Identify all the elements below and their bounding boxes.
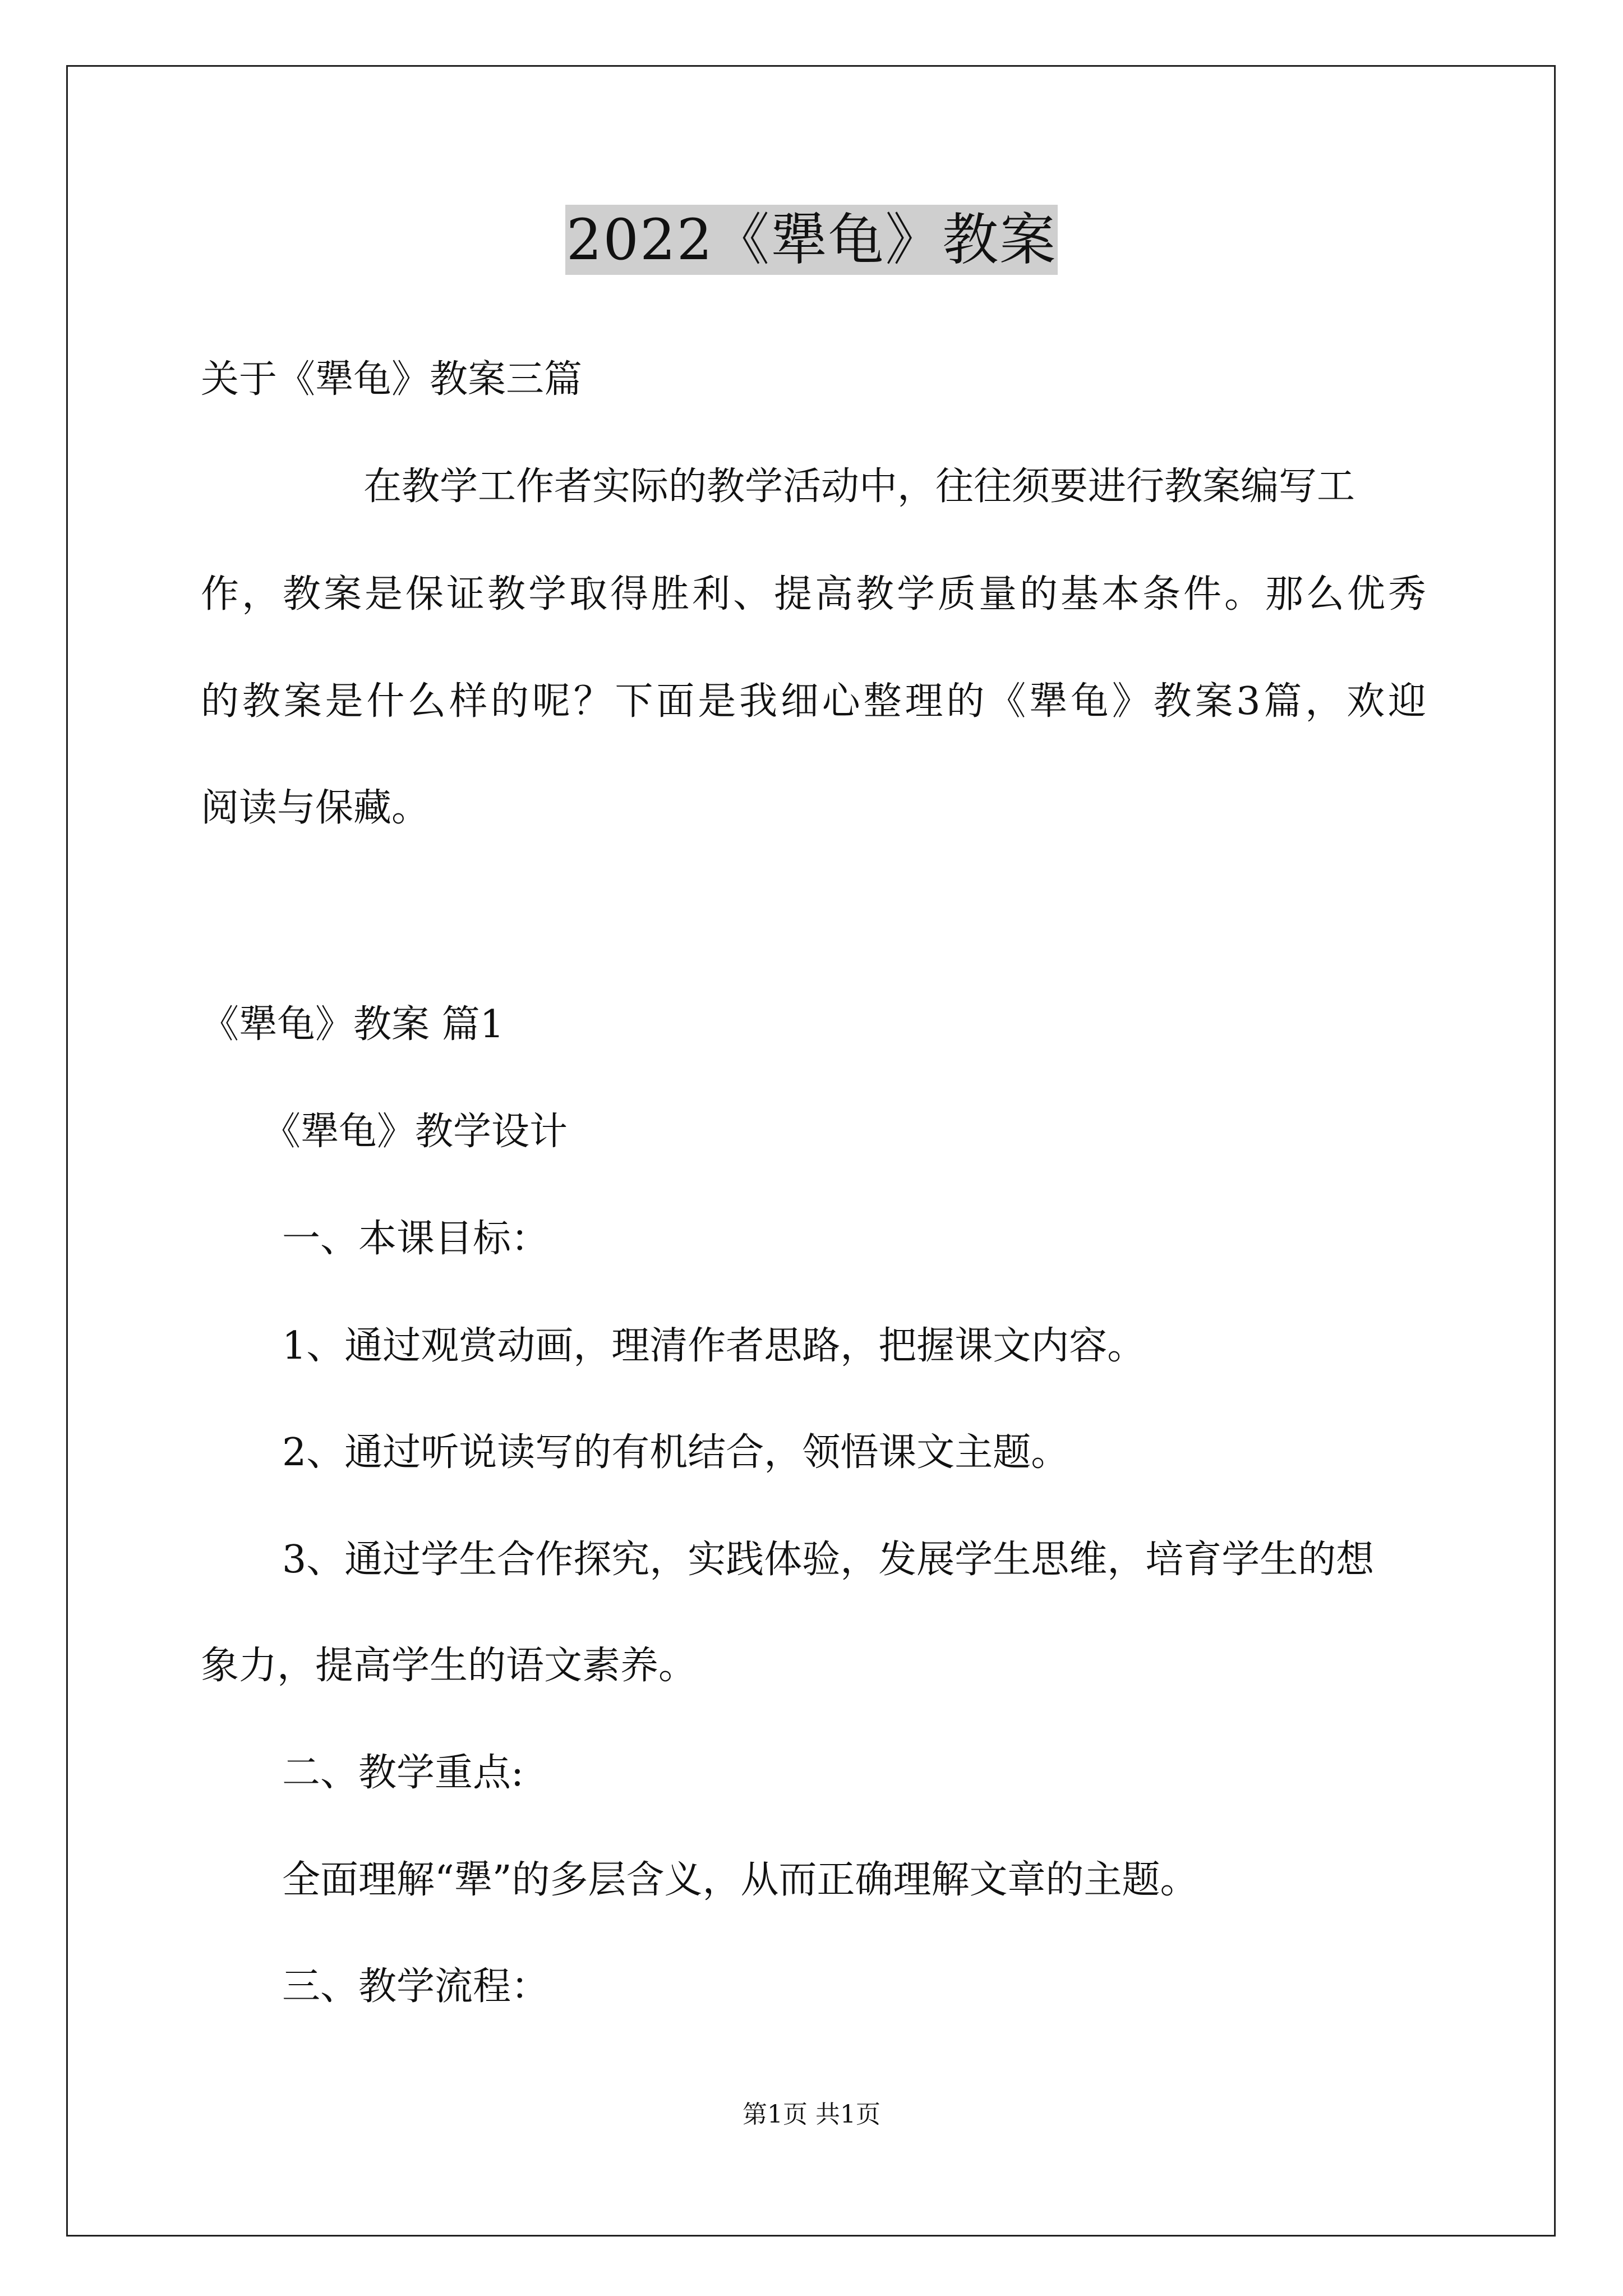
section-heading: 《犟龟》教案 篇1 [201, 1002, 504, 1047]
title-container [0, 205, 1623, 275]
intro-line-4: 阅读与保藏。 [201, 786, 430, 830]
key-text: 全面理解“犟”的多层含义，从而正确理解文章的主题。 [282, 1858, 1198, 1902]
document-title: 2022《犟龟》教案 [565, 205, 1058, 275]
document-subtitle: 关于《犟龟》教案三篇 [201, 357, 583, 402]
intro-line-1: 在教学工作者实际的教学活动中，往往须要进行教案编写工 [363, 464, 1355, 509]
goal-2: 2、通过听说读写的有机结合，领悟课文主题。 [282, 1430, 1069, 1475]
page-footer: 第1页 共1页 [743, 2100, 880, 2129]
goal-3-line-1: 3、通过学生合作探究，实践体验，发展学生思维，培育学生的想 [282, 1538, 1375, 1582]
intro-line-2: 作，教案是保证教学取得胜利、提高教学质量的基本条件。那么优秀 [201, 572, 1426, 616]
key-heading: 二、教学重点: [282, 1751, 524, 1795]
goal-3-line-2: 象力，提高学生的语文素养。 [201, 1644, 697, 1688]
goals-heading: 一、本课目标： [282, 1217, 550, 1261]
goal-1: 1、通过观赏动画，理清作者思路，把握课文内容。 [282, 1324, 1146, 1368]
flow-heading: 三、教学流程： [282, 1964, 550, 2009]
intro-line-3: 的教案是什么样的呢？下面是我细心整理的《犟龟》教案3篇，欢迎 [201, 679, 1426, 724]
design-heading: 《犟龟》教学设计 [262, 1110, 568, 1154]
